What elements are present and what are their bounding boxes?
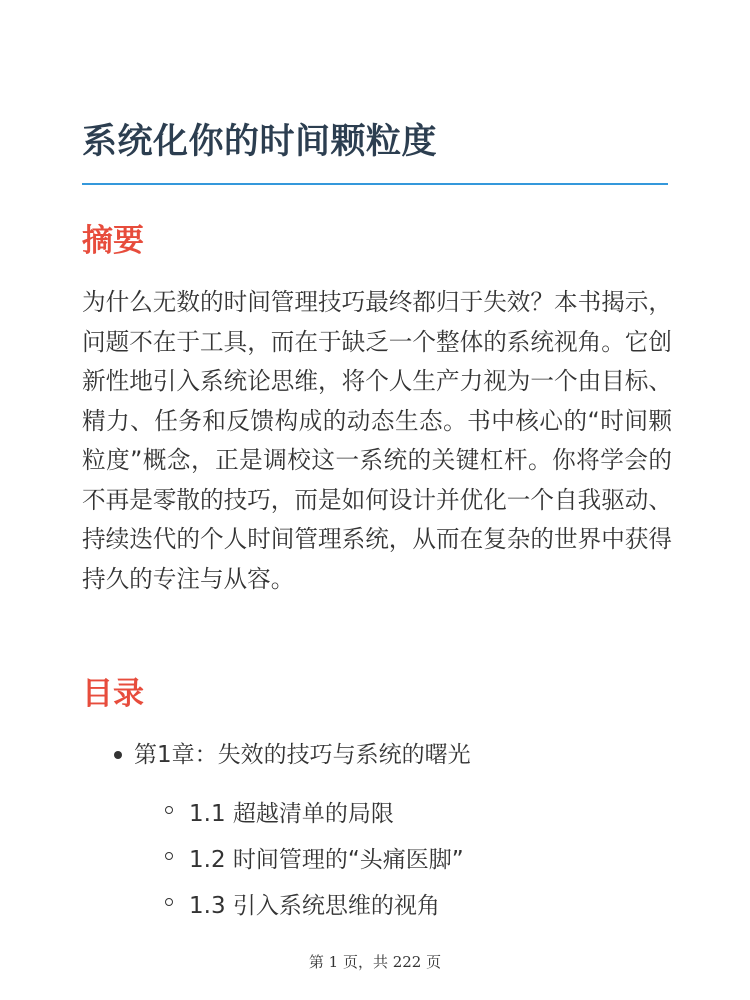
abstract-heading: 摘要 xyxy=(82,223,144,259)
toc-section-1-1: 1.1 超越清单的局限 xyxy=(189,801,394,827)
bullet-disc-icon xyxy=(114,751,122,759)
bullet-circle-icon xyxy=(165,898,173,906)
document-page xyxy=(82,0,672,1000)
bullet-circle-icon xyxy=(165,852,173,860)
toc-heading: 目录 xyxy=(82,676,144,712)
toc-section-1-3: 1.3 引入系统思维的视角 xyxy=(189,893,440,919)
toc-chapter-1: 第1章：失效的技巧与系统的曙光 xyxy=(134,742,471,768)
abstract-paragraph: 为什么无数的时间管理技巧最终都归于失效？本书揭示，问题不在于工具，而在于缺乏一个整体的系统视角。它创新性地引入系统论思维，将个人生产力视为一个由目标、精力、任务和反馈构成的动态生态。书中核心的“时间颗粒度”概念，正是调校这一系统的关键杠杆。你将学会的不再是零散的技巧，而是如何设计并优化一个自我驱动、持续迭代的个人时间管理系统，从而在复杂的世界中获得持久的专注与从容。 xyxy=(82,288,672,593)
bullet-circle-icon xyxy=(165,806,173,814)
title-divider xyxy=(82,183,668,185)
toc-section-1-2: 1.2 时间管理的“头痛医脚” xyxy=(189,847,464,873)
page-footer: 第 1 页，共 222 页 xyxy=(308,953,442,971)
document-title: 系统化你的时间颗粒度 xyxy=(82,122,438,162)
